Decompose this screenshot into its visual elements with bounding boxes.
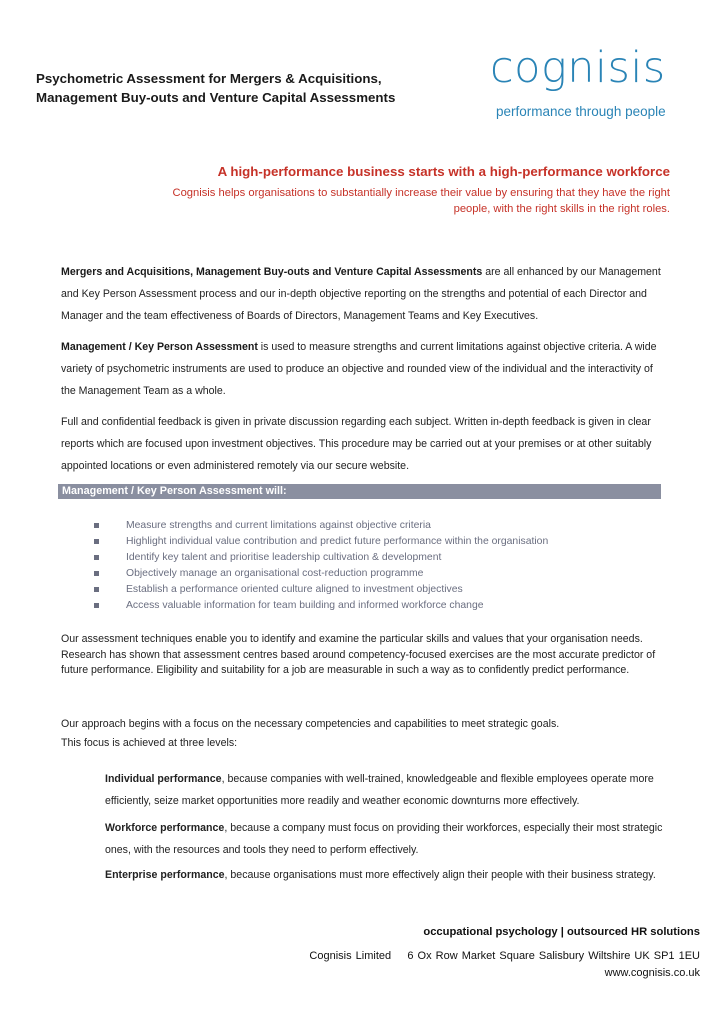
footer-website-link[interactable]: www.cognisis.co.uk [604,967,700,979]
approach-line-2: This focus is achieved at three levels: [61,737,238,749]
title-line-1: Psychometric Assessment for Mergers & Acquisitions, [36,71,382,86]
list-item: Identify key talent and prioritise leadership cultivation & development [92,550,548,566]
level-bold: Enterprise performance [105,869,225,881]
list-item: Objectively manage an organisational cost-reduction programme [92,566,548,582]
assessment-bold-lead: Management / Key Person Assessment [61,341,258,353]
bullet-square-icon [94,571,99,576]
footer-address: 6 Ox Row Market Square Salisbury Wiltshire UK SP1 1EU [407,950,700,962]
bullet-square-icon [94,587,99,592]
intro-bold-lead: Mergers and Acquisitions, Management Buy-outs and Venture Capital Assessments [61,266,483,278]
footer-company: Cognisis Limited [309,950,392,962]
will-list [92,518,548,614]
headline-title: A high-performance business starts with a high-performance workforce [217,164,670,179]
bullet-square-icon [94,555,99,560]
cognisis-logo: cognisis [490,43,666,93]
intro-paragraph [61,261,661,327]
list-item: Establish a performance oriented culture aligned to investment objectives [92,582,548,598]
list-item: Measure strengths and current limitations against objective criteria [92,518,548,534]
intro-text: are all enhanced by our Management and Key Person Assessment process and our in-depth objective reporting on the strengths and potential of each Director and Manager and the team effectiveness of Boards of Directors, Management Teams and Key Executives. [61,266,661,322]
assessment-paragraph [61,336,661,402]
level-workforce [105,817,675,861]
will-banner: Management / Key Person Assessment will: [58,484,661,499]
footer-address-line [309,950,700,962]
level-bold: Workforce performance [105,822,225,834]
level-individual [105,768,675,812]
document-title [36,69,395,107]
feedback-paragraph: Full and confidential feedback is given in private discussion regarding each subject. Written in-depth feedback is given in clear reports which are focused upon investment objectives. This procedure may be carried out at your premises or at other suitably appointed locations or even administered remotely via our secure website. [61,416,652,472]
techniques-paragraph: Our assessment techniques enable you to identify and examine the particular skills and values that your organisation needs. Research has shown that assessment centres based around competency-focused exercises are the most accurate predictor of future performance. Eligibility and suitability for a job are measurable in such a way as to confidently predict performance. [61,633,656,676]
list-item: Highlight individual value contribution and predict future performance within the organisation [92,534,548,550]
level-bold: Individual performance [105,773,222,785]
level-text: , because a company must focus on providing their workforces, especially their most strategic ones, with the resources and tools they need to perform effectively. [105,822,663,856]
bullet-square-icon [94,523,99,528]
approach-paragraph [61,715,671,753]
logo-tagline: performance through people [496,104,666,119]
bullet-square-icon [94,603,99,608]
level-enterprise [105,864,675,886]
list-item: Access valuable information for team building and informed workforce change [92,598,548,614]
bullet-square-icon [94,539,99,544]
level-text: , because organisations must more effectively align their people with their business strategy. [224,869,656,881]
assessment-text: is used to measure strengths and current limitations against objective criteria. A wide variety of psychometric instruments are used to produce an objective and rounded view of the individual and the interactivity of the Management Team as a whole. [61,341,657,397]
footer-services: occupational psychology | outsourced HR solutions [423,926,700,938]
approach-line-1: Our approach begins with a focus on the necessary competencies and capabilities to meet strategic goals. [61,718,560,730]
level-text: , because companies with well-trained, knowledgeable and flexible employees operate more efficiently, seize market opportunities more readily and weather economic downturns more effectively. [105,773,654,807]
title-line-2: Management Buy-outs and Venture Capital Assessments [36,90,396,105]
headline-subtitle: Cognisis helps organisations to substantially increase their value by ensuring that they have the right people, with the right skills in the right roles. [172,187,670,215]
